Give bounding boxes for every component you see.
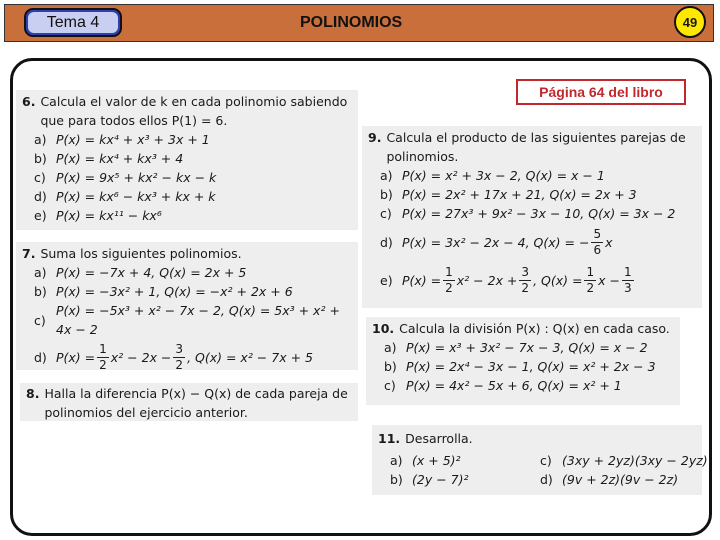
page-number-badge: 49 [674, 6, 706, 38]
exercise-8 [20, 383, 358, 421]
exercise-item: a) P(x) = kx⁴ + x³ + 3x + 1 [34, 132, 210, 147]
fraction: $\frac{3}{2}$ [521, 264, 530, 295]
exercise-item: d) P(x) = $\frac{1}{2}$ x² − 2x − $\frac{3}{2}$ , Q(x) = x² − 7x + 5 [34, 341, 313, 372]
exercise-item: d) P(x) = kx⁶ − kx³ + kx + k [34, 189, 216, 204]
exercise-item: c) P(x) = 27x³ + 9x² − 3x − 10, Q(x) = 3x − 2 [380, 206, 676, 221]
exercise-9 [362, 126, 702, 308]
tema-label: Tema 4 [28, 12, 118, 33]
fraction: $\frac{3}{2}$ [175, 341, 184, 372]
exercise-item: c) (3xy + 2yz)(3xy − 2yz) [540, 453, 708, 468]
page-title: POLINOMIOS [300, 14, 403, 31]
fraction: $\frac{1}{2}$ [586, 264, 595, 295]
exercise-number: 6. [22, 94, 36, 109]
exercise-11 [372, 425, 708, 495]
exercise-statement: Suma los siguientes polinomios. [40, 246, 242, 261]
exercise-item: b) P(x) = 2x⁴ − 3x − 1, Q(x) = x² + 2x − 3 [384, 359, 656, 374]
exercise-statement: Halla la diferencia P(x) − Q(x) de cada pareja de polinomios del ejercicio anterior. [44, 386, 348, 420]
exercise-6 [16, 90, 358, 230]
exercise-number: 10. [372, 321, 395, 336]
exercise-item: c) P(x) = 9x⁵ + kx² − kx − k [34, 170, 217, 185]
exercise-item: d) P(x) = 3x² − 2x − 4, Q(x) = − $\frac{5}{6}$ x [380, 226, 613, 257]
exercise-item: d) (9v + 2z)(9v − 2z) [540, 472, 679, 487]
exercise-item: b) (2y − 7)² [390, 472, 469, 487]
exercise-item: a) P(x) = −7x + 4, Q(x) = 2x + 5 [34, 265, 247, 280]
exercise-statement: Calcula el producto de las siguientes parejas de polinomios. [386, 130, 686, 164]
exercise-7 [16, 242, 358, 370]
book-page-reference: Página 64 del libro [516, 79, 686, 105]
exercise-item: c) P(x) = 4x² − 5x + 6, Q(x) = x² + 1 [384, 378, 622, 393]
exercise-statement: Calcula la división P(x) : Q(x) en cada caso. [399, 321, 670, 336]
exercise-statement: Calcula el valor de k en cada polinomio sabiendo que para todos ellos P(1) = 6. [40, 94, 348, 128]
exercise-number: 9. [368, 130, 382, 145]
fraction: $\frac{1}{3}$ [623, 264, 632, 295]
exercise-10 [366, 317, 680, 405]
exercise-item: b) P(x) = kx⁴ + kx³ + 4 [34, 151, 184, 166]
exercise-item: e) P(x) = $\frac{1}{2}$ x² − 2x + $\frac{3}{2}$ , Q(x) = $\frac{1}{2}$ x − $\frac{1}{3}$ [380, 264, 632, 295]
exercise-number: 7. [22, 246, 36, 261]
exercise-item: e) P(x) = kx¹¹ − kx⁶ [34, 208, 162, 223]
exercise-number: 11. [378, 431, 401, 446]
exercise-item: b) P(x) = 2x² + 17x + 21, Q(x) = 2x + 3 [380, 187, 637, 202]
exercise-item: c) P(x) = −5x³ + x² − 7x − 2, Q(x) = 5x³ + x² + 4x − 2 [34, 303, 340, 337]
exercise-item: a) P(x) = x² + 3x − 2, Q(x) = x − 1 [380, 168, 605, 183]
exercise-statement: Desarrolla. [405, 431, 473, 446]
exercise-number: 8. [26, 386, 40, 401]
fraction: $\frac{1}{2}$ [99, 341, 107, 372]
exercise-item: a) (x + 5)² [390, 453, 461, 468]
exercise-item: b) P(x) = −3x² + 1, Q(x) = −x² + 2x + 6 [34, 284, 293, 299]
fraction: $\frac{1}{2}$ [445, 264, 453, 295]
exercise-item: a) P(x) = x³ + 3x² − 7x − 3, Q(x) = x − 2 [384, 340, 648, 355]
fraction: $\frac{5}{6}$ [593, 226, 602, 257]
tema-badge [24, 8, 122, 37]
